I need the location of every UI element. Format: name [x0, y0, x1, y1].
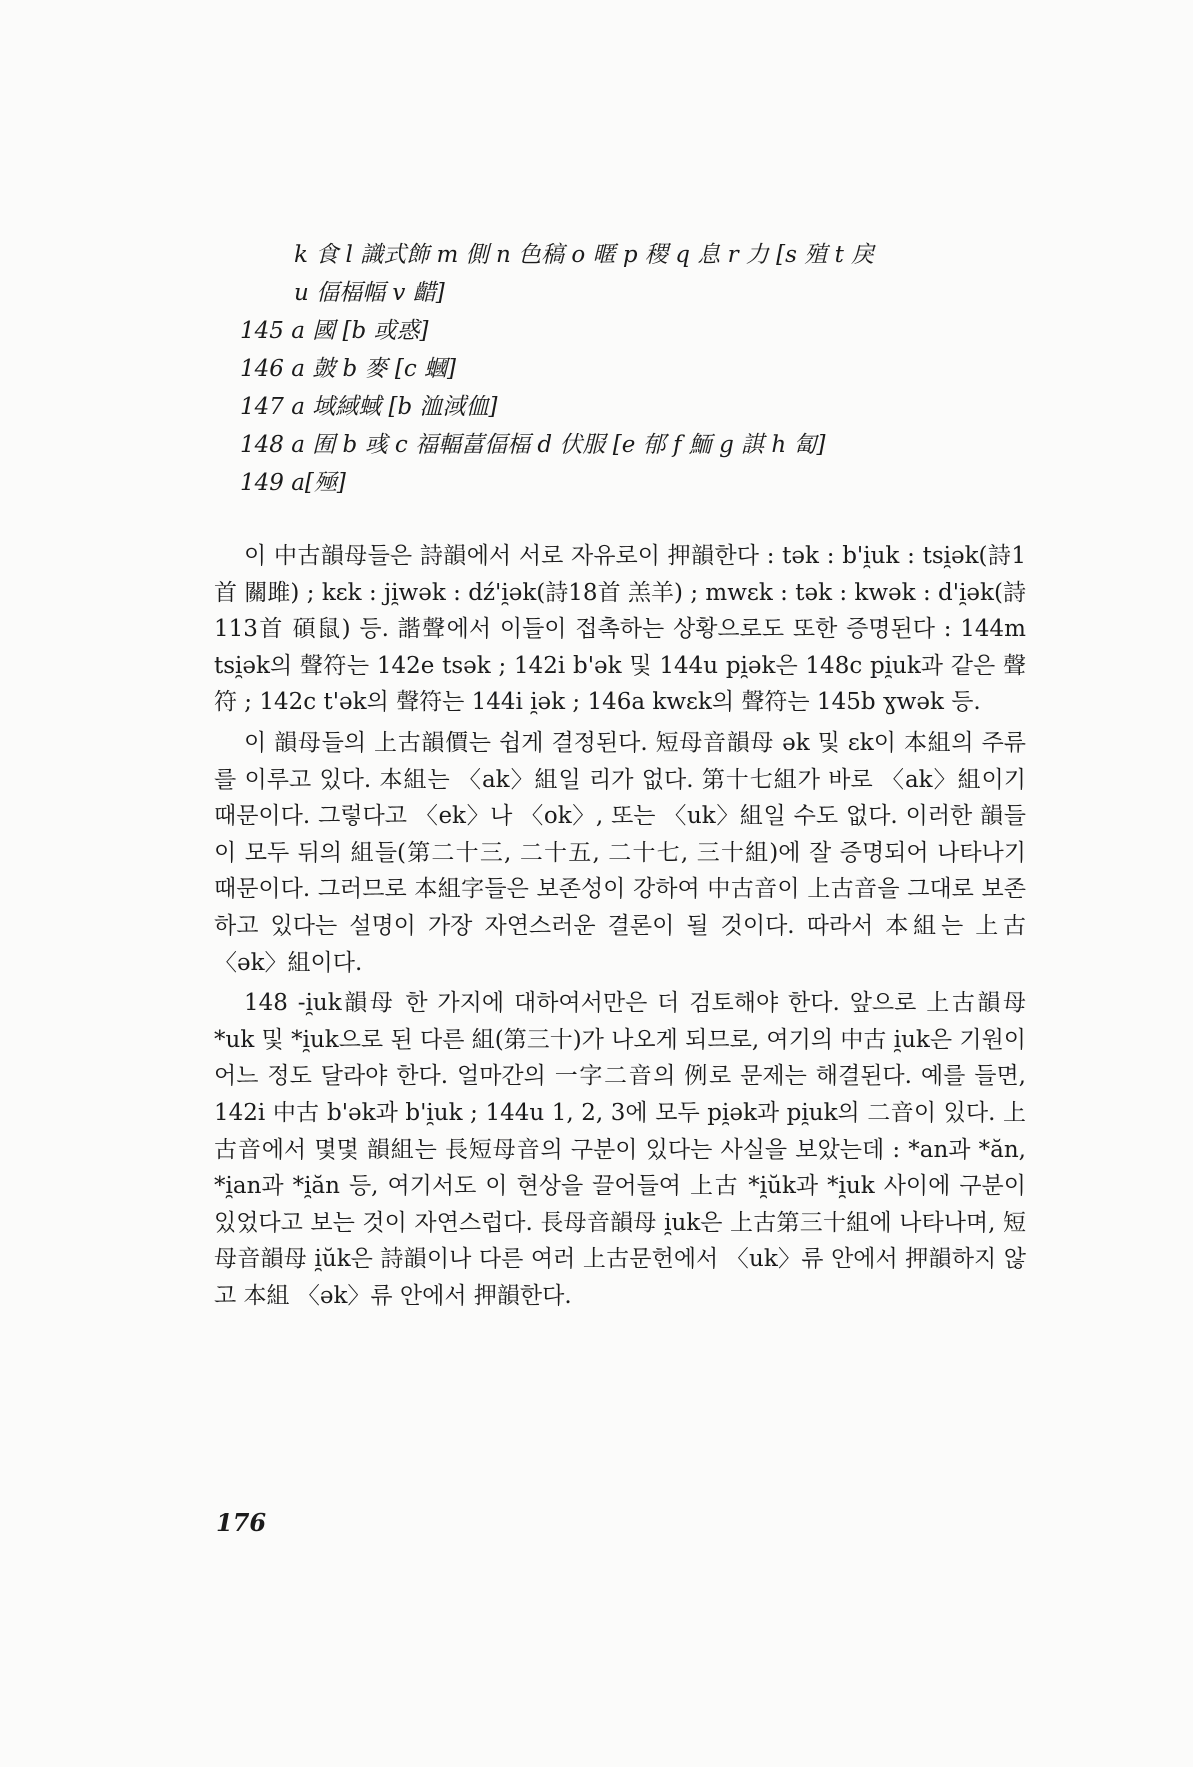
- entry-line: u 偪楅幅 v 齰]: [294, 280, 445, 306]
- entry-line: 145 a 國 [b 或惑]: [240, 318, 429, 344]
- entry-line: 147 a 域緎蜮 [b 洫淢侐]: [240, 394, 498, 420]
- entry-line: k 食 l 識式飾 m 側 n 色稿 o 暱 p 稷 q 息 r 力 [s 殖 t 戾: [294, 242, 875, 268]
- paragraph: 이 中古韻母들은 詩韻에서 서로 자유로이 押韻한다 : tək : b'i̯uk : tsi̯ək(詩1首 關雎) ; kɛk : ji̯wək : dź'i̯ək(詩18首 羔羊) ; mwɛk : tək : kwək : d'i̯ək(詩113首 碩鼠) 등. 諧聲에서 이들이 접촉하는 상황으로도 또한 증명된다 : 144m tsi̯ək의 聲符는 142e tsək ; 142i b'ək 및 144u pi̯ək은 148c pi̯uk과 같은 聲符 ; 142c t'ək의 聲符는 144i i̯ək ; 146a kwɛk의 聲符는 145b ɣwək 등.: [214, 543, 1026, 716]
- entry-line: 146 a 皷 b 麥 [c 蟈]: [240, 356, 457, 382]
- character-entry-list: [240, 236, 1030, 502]
- body-text: [214, 538, 1026, 1314]
- page-number: 176: [216, 1508, 267, 1537]
- entry-line: 149 a[殛]: [240, 470, 346, 496]
- entry-line: 148 a 囿 b 彧 c 福輻葍偪楅 d 伏服 [e 郁 f 鮞 g 諆 h 匐]: [240, 432, 826, 458]
- paragraph: 이 韻母들의 上古韻價는 쉽게 결정된다. 短母音韻母 ək 및 ɛk이 本組의 주류를 이루고 있다. 本組는 〈ak〉組일 리가 없다. 第十七組가 바로 〈ak〉組이기 때문이다. 그렇다고 〈ek〉나 〈ok〉, 또는 〈uk〉組일 수도 없다. 이러한 韻들이 모두 뒤의 組들(第二十三, 二十五, 二十七, 三十組)에 잘 증명되어 나타나기 때문이다. 그러므로 本組字들은 보존성이 강하여 中古音이 上古音을 그대로 보존하고 있다는 설명이 가장 자연스러운 결론이 될 것이다. 따라서 本組는 上古〈ək〉組이다.: [214, 729, 1026, 976]
- paragraph: 148 -i̯uk韻母 한 가지에 대하여서만은 더 검토해야 한다. 앞으로 上古韻母 *uk 및 *i̯uk으로 된 다른 組(第三十)가 나오게 되므로, 여기의 中古 i̯uk은 기원이 어느 정도 달라야 한다. 얼마간의 一字二音의 例로 문제는 해결된다. 예를 들면, 142i 中古 b'ək과 b'i̯uk ; 144u 1, 2, 3에 모두 pi̯ək과 pi̯uk의 二音이 있다. 上古音에서 몇몇 韻組는 長短母音의 구분이 있다는 사실을 보았는데 : *an과 *ăn, *i̯an과 *i̯ăn 등, 여기서도 이 현상을 끌어들여 上古 *i̯ŭk과 *i̯uk 사이에 구분이 있었다고 보는 것이 자연스럽다. 長母音韻母 i̯uk은 上古第三十組에 나타나며, 短母音韻母 i̯ŭk은 詩韻이나 다른 여러 上古문헌에서 〈uk〉류 안에서 押韻하지 않고 本組 〈ək〉류 안에서 押韻한다.: [214, 990, 1027, 1309]
